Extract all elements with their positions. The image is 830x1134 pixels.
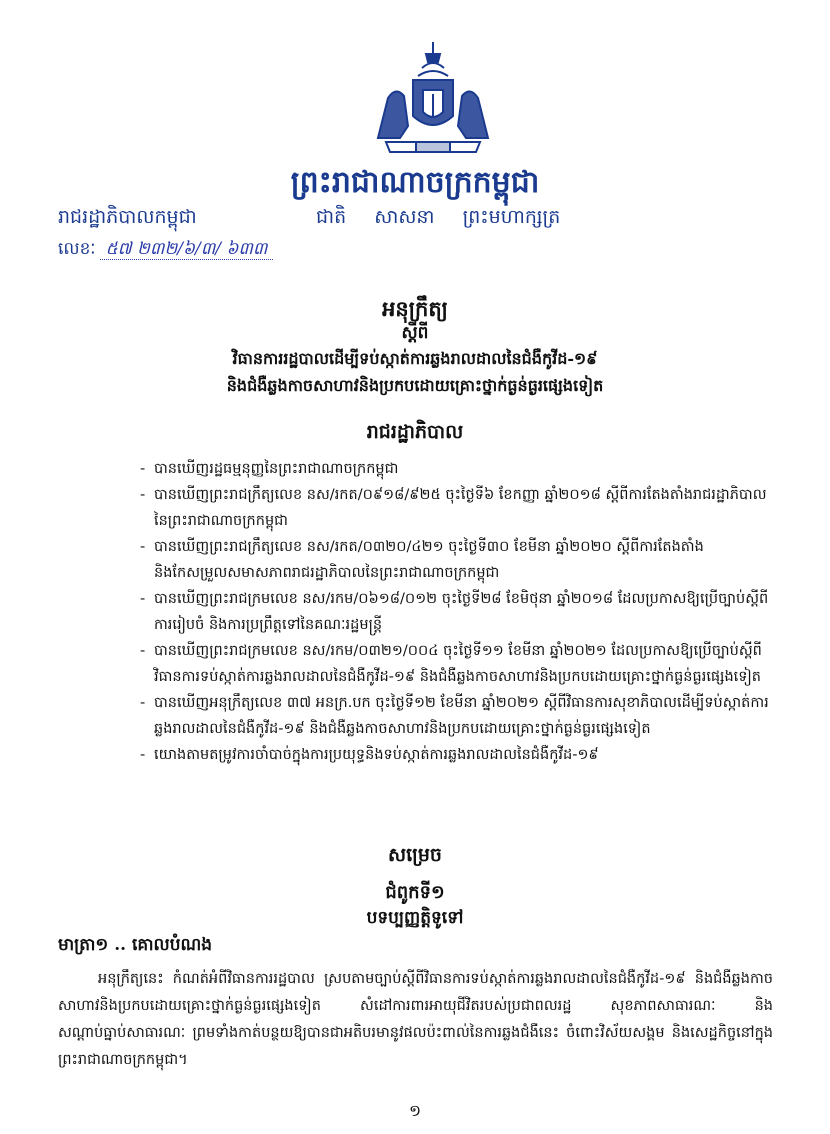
reference-label: លេខៈ: [58, 239, 96, 259]
consideration-item: - បានឃើញអនុក្រឹត្យលេខ ៣៧ អនក្រ.បក ចុះថ្ងៃទី១២ ខែមីនា ឆ្នាំ២០២១ ស្តីពីវិធានការសុខាភិបាលដើម្បីទប់ស្កាត់ការឆ្លងរាលដាលនៃជំងឺកូវីដ-១៩ និងជំងឺឆ្លងកាចសាហាវនិងប្រកបដោយគ្រោះថ្នាក់ធ្ងន់ធ្ងរផ្សេងទៀត: [140, 690, 780, 742]
chapter-title: បទប្បញ្ញត្តិទូទៅ: [366, 908, 464, 928]
consideration-item: - យោងតាមតម្រូវការចាំបាច់ក្នុងការប្រយុទ្ធនិងទប់ស្កាត់ការឆ្លងរាលដាលនៃជំងឺកូវីដ-១៩: [140, 742, 780, 768]
document-subject-line-1: វិធានការរដ្ឋបាលដើម្បីទប់ស្កាត់ការឆ្លងរាលដាលនៃជំងឺកូវីដ-១៩: [232, 349, 598, 368]
kingdom-title: ព្រះរាជាណាចក្រកម្ពុជា: [290, 165, 540, 200]
consideration-item: - បានឃើញព្រះរាជក្រឹត្យលេខ នស/រកត/០៩១៨/៩២៥ ចុះថ្ងៃទី៦ ខែកញ្ញា ឆ្នាំ២០១៨ ស្តីពីការតែងតាំងរាជរដ្ឋាភិបាលនៃព្រះរាជាណាចក្រកម្ពុជា: [140, 482, 780, 534]
consideration-item: - បានឃើញព្រះរាជក្រឹត្យលេខ នស/រកត/០៣២០/៤២១ ចុះថ្ងៃទី៣០ ខែមីនា ឆ្នាំ២០២០ ស្តីពីការតែងតាំង និងកែសម្រួលសមាសភាពរាជរដ្ឋាភិបាលនៃព្រះរាជាណាចក្រកម្ពុជា: [140, 534, 780, 586]
government-name: រាជរដ្ឋាភិបាលកម្ពុជា: [58, 206, 197, 228]
motto-religion: សាសនា: [374, 206, 435, 228]
motto-nation: ជាតិ: [316, 206, 347, 228]
considerations-list: [140, 456, 780, 768]
reference-value: ៥៧ ២៣២/៦/៣/ ៦៣៣: [100, 239, 274, 260]
document-subject-line-2: និងជំងឺឆ្លងកាចសាហាវនិងប្រកបដោយគ្រោះថ្នាក់ធ្ងន់ធ្ងរផ្សេងទៀត: [226, 376, 604, 395]
page-number: ១: [408, 1101, 422, 1120]
decision-heading: សម្រេច: [388, 844, 442, 866]
document-about: ស្តីពី: [401, 323, 429, 343]
royal-emblem-icon: [368, 38, 498, 158]
consideration-item: - បានឃើញរដ្ឋធម្មនុញ្ញនៃព្រះរាជាណាចក្រកម្ពុជា: [140, 456, 780, 482]
document-type: អនុក្រឹត្យ: [382, 296, 448, 321]
issuer-heading: រាជរដ្ឋាភិបាល: [366, 421, 464, 443]
consideration-item: - បានឃើញព្រះរាជក្រមលេខ នស/រកម/០៦១៨/០១២ ចុះថ្ងៃទី២៨ ខែមិថុនា ឆ្នាំ២០១៨ ដែលប្រកាសឱ្យប្រើច្បាប់ស្តីពីការរៀបចំ និងការប្រព្រឹត្តទៅនៃគណៈរដ្ឋមន្ត្រី: [140, 586, 780, 638]
national-motto: [316, 205, 582, 233]
article-heading: មាត្រា១ .. គោលបំណង: [58, 935, 213, 955]
consideration-item: - បានឃើញព្រះរាជក្រមលេខ នស/រកម/០៣២១/០០៤ ចុះថ្ងៃទី១១ ខែមីនា ឆ្នាំ២០២១ ដែលប្រកាសឱ្យប្រើច្បាប់ស្តីពីវិធានការទប់ស្កាត់ការឆ្លងរាលដាលនៃជំងឺកូវីដ-១៩ និងជំងឺឆ្លងកាចសាហាវនិងប្រកបដោយគ្រោះថ្នាក់ធ្ងន់ធ្ងរផ្សេងទៀត: [140, 638, 780, 690]
motto-king: ព្រះមហាក្សត្រ: [462, 206, 561, 228]
article-body: អនុក្រឹត្យនេះ កំណត់អំពីវិធានការរដ្ឋបាល ស្របតាមច្បាប់ស្តីពីវិធានការទប់ស្កាត់ការឆ្លងរាលដាលនៃជំងឺកូវីដ-១៩ និងជំងឺឆ្លងកាចសាហាវនិងប្រកបដោយគ្រោះថ្នាក់ធ្ងន់ធ្ងរផ្សេងទៀត សំដៅការពារអាយុជីវិតរបស់ប្រជាពលរដ្ឋ សុខភាពសាធារណៈ និងសណ្តាប់ធ្នាប់សាធារណៈ ព្រមទាំងកាត់បន្ថយឱ្យបានជាអតិបរមានូវផលប៉ះពាល់នៃការឆ្លងជំងឺនេះ ចំពោះវិស័យសង្គម និងសេដ្ឋកិច្ចនៅក្នុងព្រះរាជាណាចក្រកម្ពុជា។: [58, 971, 773, 1068]
reference-number: [58, 238, 273, 263]
chapter-heading: ជំពូកទី១: [385, 882, 445, 903]
